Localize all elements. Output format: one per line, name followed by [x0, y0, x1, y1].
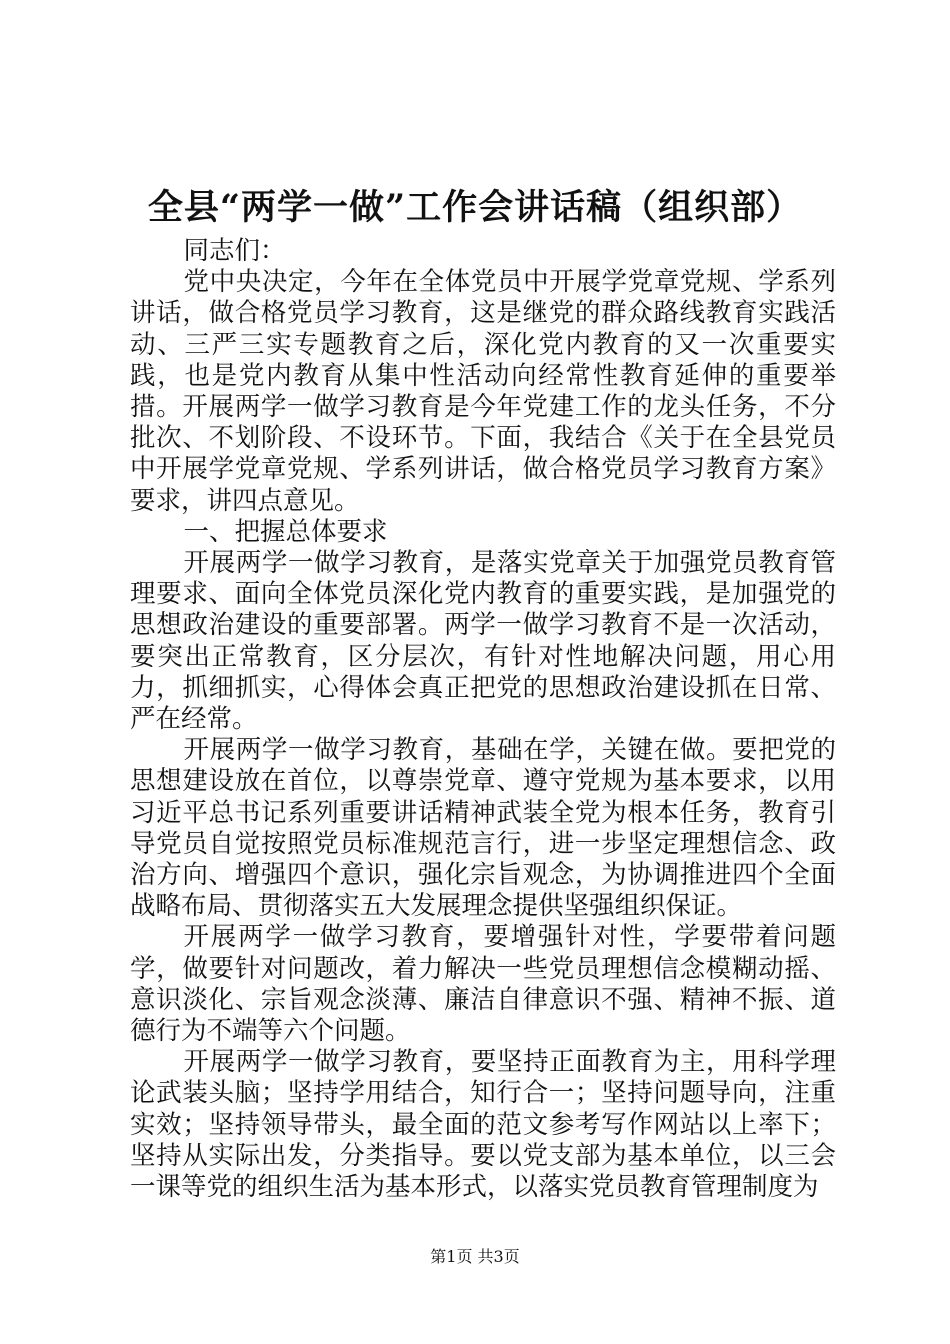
document-title: 全县“两学一做”工作会讲话稿（组织部）: [147, 187, 803, 228]
page-number-footer: 第1页 共3页: [430, 1247, 520, 1266]
paragraph: 开展两学一做学习教育，要坚持正面教育为主，用科学理论武装头脑；坚持学用结合，知行合一；坚持问题导向，注重实效；坚持领导带头，最全面的范文参考写作网站以上率下；坚持从实际出发，分类指导。要以党支部为基本单位，以三会一课等党的组织生活为基本形式，以落实党员教育管理制度为: [130, 1047, 836, 1203]
paragraph: 开展两学一做学习教育，基础在学，关键在做。要把党的思想建设放在首位，以尊崇党章、遵守党规为基本要求，以用习近平总书记系列重要讲话精神武装全党为根本任务，教育引导党员自觉按照党员标准规范言行，进一步坚定理想信念、政治方向、增强四个意识，强化宗旨观念，为协调推进四个全面战略布局、贯彻落实五大发展理念提供坚强组织保证。: [130, 735, 836, 922]
paragraph: 党中央决定，今年在全体党员中开展学党章党规、学系列讲话，做合格党员学习教育，这是继党的群众路线教育实践活动、三严三实专题教育之后，深化党内教育的又一次重要实践，也是党内教育从集中性活动向经常性教育延伸的重要举措。开展两学一做学习教育是今年党建工作的龙头任务，不分批次、不划阶段、不设环节。下面，我结合《关于在全县党员中开展学党章党规、学系列讲话，做合格党员学习教育方案》要求，讲四点意见。: [130, 267, 836, 516]
paragraph: 开展两学一做学习教育，是落实党章关于加强党员教育管理要求、面向全体党员深化党内教育的重要实践，是加强党的思想政治建设的重要部署。两学一做学习教育不是一次活动，要突出正常教育，区分层次，有针对性地解决问题，用心用力，抓细抓实，心得体会真正把党的思想政治建设抓在日常、严在经常。: [130, 548, 836, 735]
document-body: [130, 236, 836, 1203]
section-heading: 一、把握总体要求: [183, 516, 388, 547]
salutation: 同志们：: [183, 236, 286, 266]
paragraph: 开展两学一做学习教育，要增强针对性，学要带着问题学，做要针对问题改，着力解决一些党员理想信念模糊动摇、意识淡化、宗旨观念淡薄、廉洁自律意识不强、精神不振、道德行为不端等六个问题。: [130, 922, 836, 1047]
